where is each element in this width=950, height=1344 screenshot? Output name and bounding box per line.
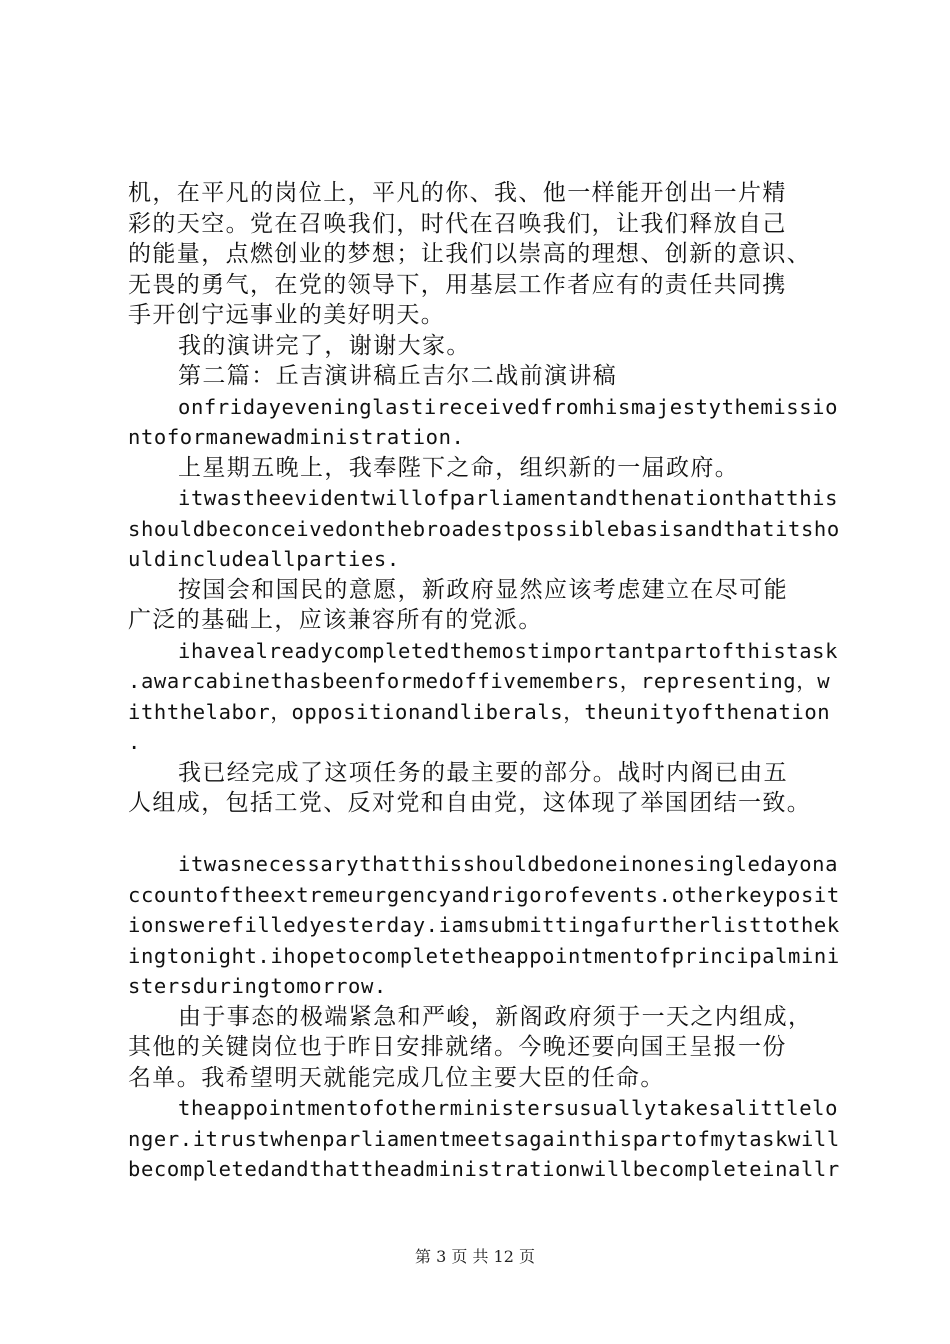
text-line: ingtonight.ihopetocompletetheappointmentofprincipalmini (128, 943, 840, 968)
text-line: 名单。我希望明天就能完成几位主要大臣的任命。 (128, 1064, 665, 1091)
text-line: ionswerefilledyesterday.iamsubmittingafurtherlisttothek (128, 913, 840, 937)
text-line: 机，在平凡的岗位上，平凡的你、我、他一样能开创出一片精 (128, 180, 787, 206)
text-line: 其他的关键岗位也于昨日安排就绪。今晚还要向国王呈报一份 (128, 1034, 787, 1060)
text-line: ntoformanewadministration. (128, 425, 465, 449)
text-line: stersduringtomorrow. (128, 974, 387, 998)
text-line: 手开创宁远事业的美好明天。 (128, 302, 446, 328)
text-line: ccountoftheextremeurgencyandrigorofevents.otherkeyposit (128, 882, 840, 907)
text-line: 上星期五晚上，我奉陛下之命，组织新的一届政府。 (178, 454, 740, 481)
text-line: . (128, 730, 141, 754)
text-line: shouldbeconceivedonthebroadestpossiblebasisandthatitsho (128, 516, 840, 541)
text-line: 的能量，点燃创业的梦想；让我们以崇高的理想、创新的意识、 (128, 241, 812, 267)
text-line: 人组成，包括工党、反对党和自由党，这体现了举国团结一致。 (128, 790, 812, 816)
text-line: 第二篇：丘吉演讲稿丘吉尔二战前演讲稿 (178, 363, 618, 389)
text-line: theappointmentofotherministersusuallytakesalittlelo (178, 1096, 839, 1120)
text-line: onfridayeveninglastireceivedfromhismajestythemissio (178, 394, 839, 419)
text-line: 我的演讲完了，谢谢大家。 (178, 332, 471, 359)
text-line: itwastheevidentwillofparliamentandthenationthatthis (178, 486, 839, 510)
text-line: iththelabor，oppositionandliberals，theunityofthenation (128, 699, 831, 724)
text-line: 广泛的基础上，应该兼容所有的党派。 (128, 607, 543, 633)
text-line: 按国会和国民的意愿，新政府显然应该考虑建立在尽可能 (178, 576, 788, 603)
text-line: uldincludeallparties. (128, 547, 400, 571)
text-line: 彩的天空。党在召唤我们，时代在召唤我们，让我们释放自己 (128, 210, 787, 237)
text-line: nger.itrustwhenparliamentmeetsagainthispartofmytaskwill (128, 1126, 840, 1151)
page-footer: 第 3 页 共 12 页 (415, 1247, 535, 1266)
text-line: itwasnecessarythatthisshouldbedoneinonesingledayona (178, 852, 839, 876)
text-line: ihavealreadycompletedthemostimportantpartofthistask (178, 638, 839, 663)
text-line: becompletedandthattheadministrationwillbecompleteinallr (128, 1157, 840, 1181)
blank-line (128, 819, 840, 850)
document-body (128, 178, 840, 1185)
text-line: 无畏的勇气，在党的领导下，用基层工作者应有的责任共同携 (128, 271, 787, 298)
text-line: 我已经完成了这项任务的最主要的部分。战时内阁已由五 (178, 759, 788, 786)
text-line: .awarcabinethasbeenformedoffivemembers，representing，w (128, 669, 831, 693)
text-line: 由于事态的极端紧急和严峻，新阁政府须于一天之内组成， (178, 1003, 813, 1030)
